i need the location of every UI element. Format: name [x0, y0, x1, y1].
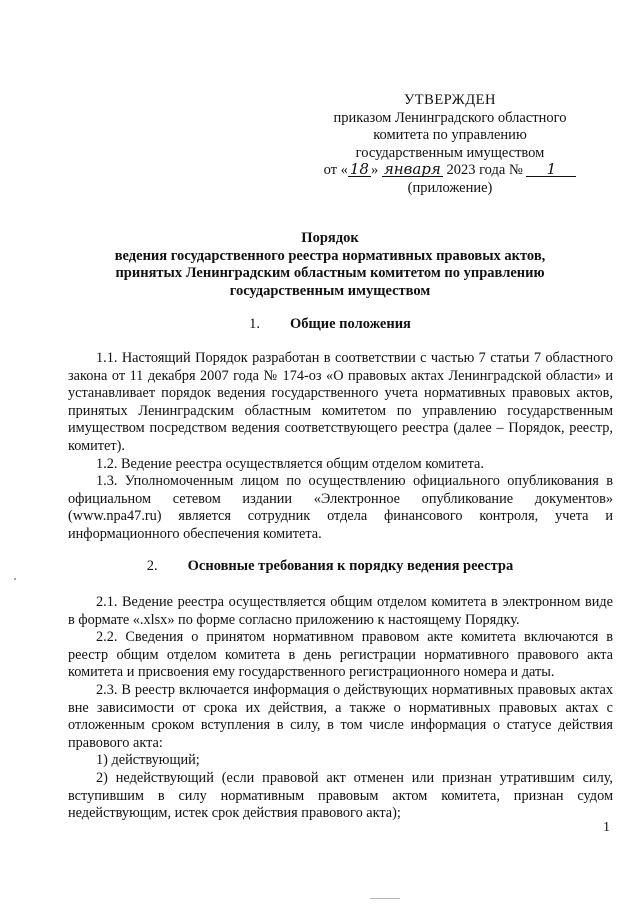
paragraph-2-2: 2.2. Сведения о принятом нормативном правовом акте комитета включаются в реестр общим отделом комитета в день регистрации нормативного правового акта комитета и присвоения ему государственного регистрационного номера и даты.	[68, 629, 613, 681]
handwritten-number: 1	[526, 162, 576, 177]
approval-appendix: (приложение)	[407, 179, 493, 196]
title-line-3: принятых Ленинградским областным комитетом по управлению	[115, 265, 545, 281]
date-prefix: от «	[323, 162, 348, 178]
section-2-number: 2.	[146, 558, 158, 574]
title-line-1: Порядок	[301, 230, 359, 246]
handwritten-month: января	[383, 160, 441, 178]
section-2-title: Основные требования к порядку ведения реестра	[187, 558, 514, 574]
approval-line-3: государственным имуществом	[355, 144, 545, 161]
approval-line-1: приказом Ленинградского областного	[333, 109, 567, 126]
scan-mark	[370, 898, 400, 899]
document-title	[70, 230, 590, 300]
page-number: 1	[603, 820, 610, 835]
paragraph-2-3: 2.3. В реестр включается информация о действующих нормативных правовых актах вне зависимости от срока их действия, а также о нормативных правовых актах с отложенным сроком вступления в силу, в том числе информация о статусе действия правового акта:	[68, 681, 613, 751]
scan-speck	[14, 578, 16, 580]
list-item-2: 2) недействующий (если правовой акт отменен или признан утратившим силу, вступившим в силу нормативным правовым актом комитета, признан судом недействующим, истек срок действия правового акта);	[68, 769, 613, 822]
paragraph-1-3: 1.3. Уполномоченным лицом по осуществлению официального опубликования в официальном сетевом издании «Электронное опубликование документов» (www.npa47.ru) является сотрудник отдела финансового контроля, учета и информационного обеспечения комитета.	[68, 473, 613, 542]
section-1-number: 1.	[249, 316, 260, 332]
approval-title: УТВЕРЖДЕН	[404, 92, 496, 108]
paragraph-2-1: 2.1. Ведение реестра осуществляется общим отделом комитета в электронном виде в формате «.xlsx» по форме согласно приложению к настоящему Порядку.	[68, 594, 613, 628]
section-2-heading	[70, 558, 590, 575]
approval-stamp	[300, 92, 600, 197]
section-1-title: Общие положения	[289, 316, 411, 332]
date-mid: »	[370, 162, 382, 178]
approval-line-2: комитета по управлению	[373, 127, 527, 143]
section-2-body	[68, 594, 613, 823]
list-item-1: 1) действующий;	[96, 752, 200, 769]
title-line-4: государственным имуществом	[229, 282, 431, 299]
approval-date-line	[300, 162, 600, 180]
paragraph-1-2: 1.2. Ведение реестра осуществляется общим отделом комитета.	[96, 455, 484, 472]
section-1-body	[68, 350, 613, 544]
handwritten-day: 18	[349, 160, 369, 178]
date-year: 2023 года №	[442, 162, 527, 178]
paragraph-1-1: 1.1. Настоящий Порядок разработан в соответствии с частью 7 статьи 7 областного закона от 11 декабря 2007 года № 174-оз «О правовых актах Ленинградской области» и устанавливает порядок ведения государственного учета нормативных правовых актов, принятых Ленинградским областным комитетом по управлению государственным имуществом посредством ведения соответствующего реестра (далее – Порядок, реестр, комитет).	[68, 350, 613, 454]
title-line-2: ведения государственного реестра нормативных правовых актов,	[114, 247, 546, 264]
section-1-heading	[70, 316, 590, 333]
